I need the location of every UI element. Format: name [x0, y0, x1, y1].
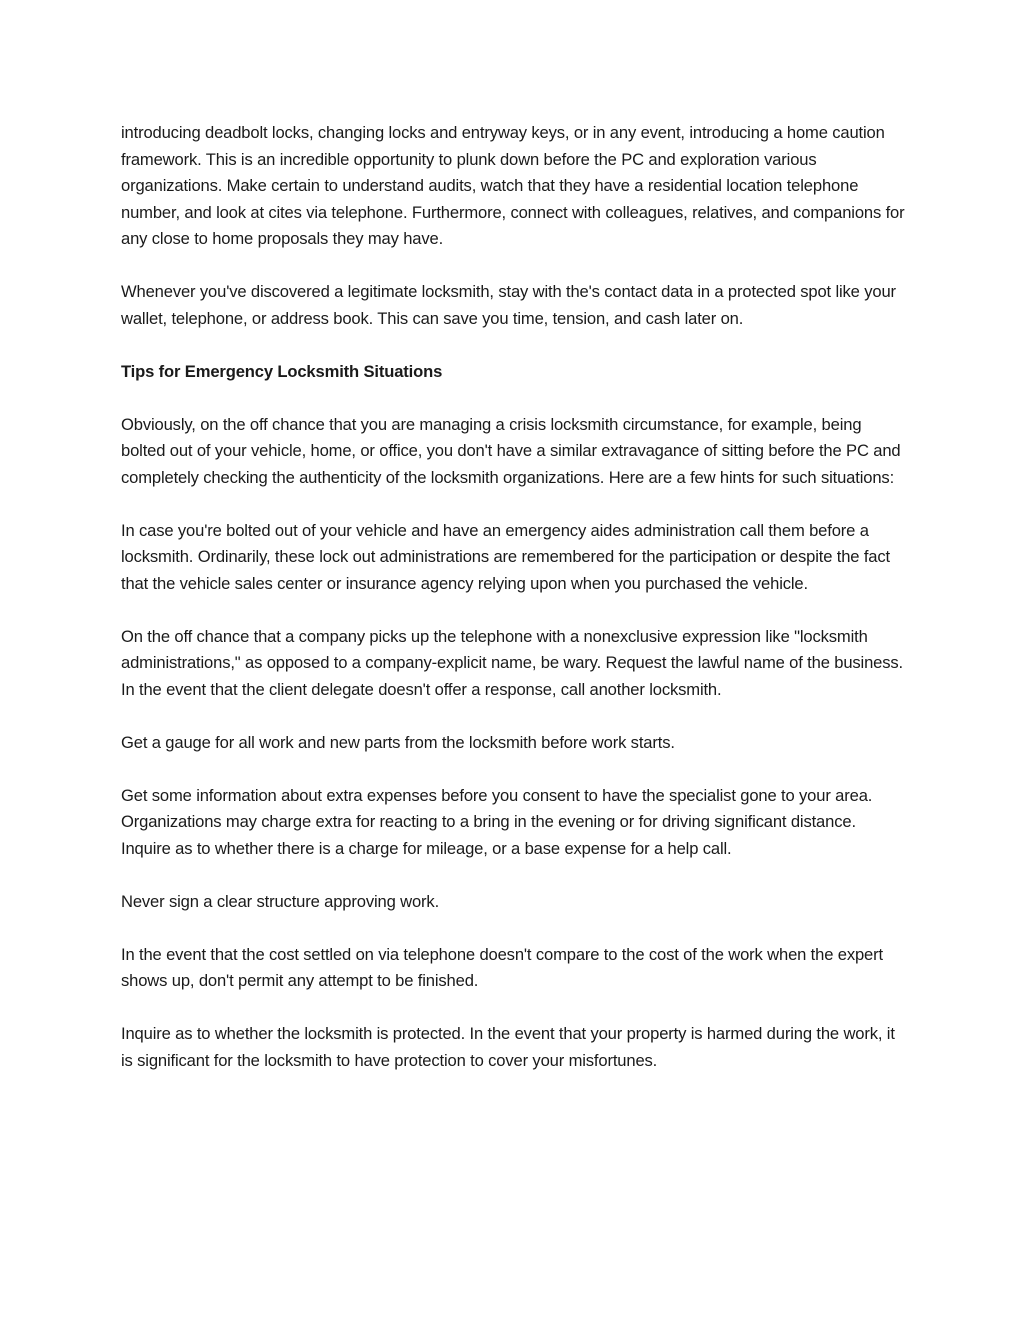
paragraph-company-name: On the off chance that a company picks up the telephone with a nonexclusive expression like "locksmith administrations," as opposed to a company-explicit name, be wary. Request the lawful name of the business. In the event that the client delegate doesn't offer a response, call another locksmith. [121, 626, 903, 699]
paragraph-insurance: Inquire as to whether the locksmith is protected. In the event that your property is harmed during the work, it is significant for the locksmith to have protection to cover your misfortunes. [121, 1024, 895, 1070]
paragraph-vehicle-lockout: In case you're bolted out of your vehicle and have an emergency aides administration call them before a locksmith. Ordinarily, these lock out administrations are remembered for the participation or despite the fact that the vehicle sales center or insurance agency relying upon when you purchased the vehicle. [121, 520, 890, 593]
paragraph-contact-data: Whenever you've discovered a legitimate locksmith, stay with the's contact data in a protected spot like your wallet, telephone, or address book. This can save you time, tension, and cash later on. [121, 282, 896, 328]
paragraph-crisis: Obviously, on the off chance that you are managing a crisis locksmith circumstance, for example, being bolted out of your vehicle, home, or office, you don't have a similar extravagance of sitting before the PC and completely checking the authenticity of the locksmith organizations. Here are a few hints for such situations: [121, 414, 901, 487]
paragraph-cost-mismatch: In the event that the cost settled on via telephone doesn't compare to the cost of the work when the expert shows up, don't permit any attempt to be finished. [121, 944, 883, 990]
paragraph-gauge: Get a gauge for all work and new parts from the locksmith before work starts. [121, 732, 675, 752]
document-page [121, 120, 906, 1101]
paragraph-never-sign: Never sign a clear structure approving work. [121, 891, 440, 911]
section-heading: Tips for Emergency Locksmith Situations [121, 361, 443, 381]
paragraph-intro: introducing deadbolt locks, changing locks and entryway keys, or in any event, introducing a home caution framework. This is an incredible opportunity to plunk down before the PC and exploration various organizations. Make certain to understand audits, watch that they have a residential location telephone number, and look at cites via telephone. Furthermore, connect with colleagues, relatives, and companions for any close to home proposals they may have. [121, 123, 905, 248]
paragraph-extra-expenses: Get some information about extra expenses before you consent to have the specialist gone to your area. Organizations may charge extra for reacting to a bring in the evening or for driving significant distance. Inquire as to whether there is a charge for mileage, or a base expense for a help call. [121, 785, 873, 858]
